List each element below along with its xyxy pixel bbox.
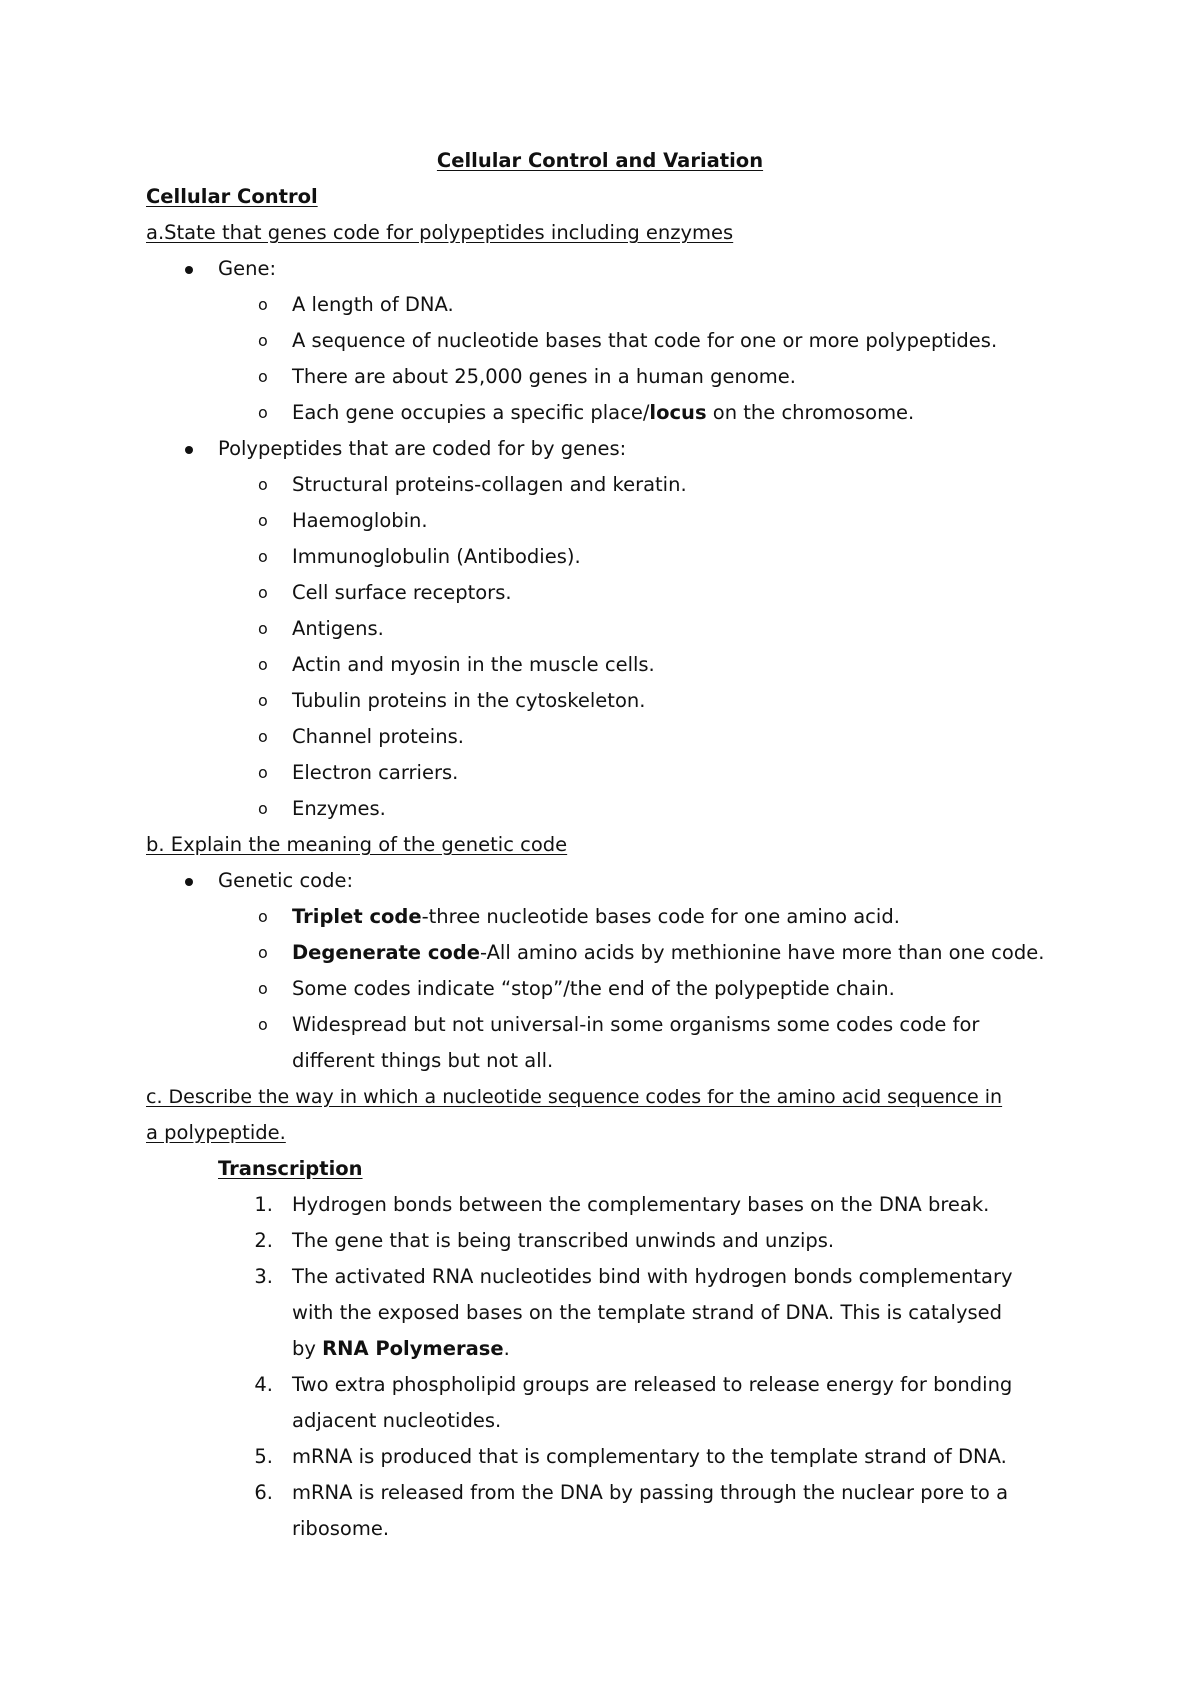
heading-b: b. Explain the meaning of the genetic code <box>146 833 568 856</box>
step-text: mRNA is released from the DNA by passing through the nuclear pore to a <box>292 1481 1009 1504</box>
poly-item: Haemoglobin. <box>292 509 428 532</box>
poly-item: Antigens. <box>292 617 384 640</box>
circle-bullet-icon: o <box>258 691 268 710</box>
document-title: Cellular Control and Variation <box>436 149 764 172</box>
genetic-code-item-cont: different things but not all. <box>292 1049 554 1072</box>
step-text: The gene that is being transcribed unwinds and unzips. <box>292 1229 835 1252</box>
gene-item: A length of DNA. <box>292 293 454 316</box>
circle-bullet-icon: o <box>258 1015 268 1034</box>
gene-item-text: Each gene occupies a specific place/ <box>292 401 650 424</box>
circle-bullet-icon: o <box>258 331 268 350</box>
polypeptides-label: Polypeptides that are coded for by genes: <box>218 437 627 460</box>
circle-bullet-icon: o <box>258 979 268 998</box>
genetic-code-text: -All amino acids by methionine have more than one code. <box>479 941 1045 964</box>
circle-bullet-icon: o <box>258 943 268 962</box>
gene-item <box>292 400 914 426</box>
step-number: 3. <box>254 1265 273 1288</box>
step-text-fragment: by <box>292 1337 323 1360</box>
genetic-code-term: Triplet code <box>292 905 422 928</box>
genetic-code-term: Degenerate code <box>292 941 480 964</box>
poly-item: Immunoglobulin (Antibodies). <box>292 545 581 568</box>
circle-bullet-icon: o <box>258 367 268 386</box>
heading-c-cont: a polypeptide. <box>146 1121 286 1144</box>
gene-item: There are about 25,000 genes in a human genome. <box>292 365 796 388</box>
bullet-icon <box>185 446 193 454</box>
step-text-cont: ribosome. <box>292 1517 390 1540</box>
poly-item: Electron carriers. <box>292 761 459 784</box>
step-number: 5. <box>254 1445 273 1468</box>
genetic-code-label: Genetic code: <box>218 869 354 892</box>
step-number: 4. <box>254 1373 273 1396</box>
poly-item: Actin and myosin in the muscle cells. <box>292 653 655 676</box>
heading-a: a.State that genes code for polypeptides including enzymes <box>146 221 734 244</box>
circle-bullet-icon: o <box>258 295 268 314</box>
genetic-code-item: Some codes indicate “stop”/the end of the polypeptide chain. <box>292 977 895 1000</box>
gene-item: A sequence of nucleotide bases that code for one or more polypeptides. <box>292 329 998 352</box>
circle-bullet-icon: o <box>258 655 268 674</box>
poly-item: Cell surface receptors. <box>292 581 512 604</box>
circle-bullet-icon: o <box>258 799 268 818</box>
step-text-cont <box>292 1336 510 1362</box>
genetic-code-item <box>292 940 1044 966</box>
gene-item-bold: locus <box>649 401 707 424</box>
circle-bullet-icon: o <box>258 619 268 638</box>
step-text-cont: adjacent nucleotides. <box>292 1409 502 1432</box>
poly-item: Channel proteins. <box>292 725 464 748</box>
circle-bullet-icon: o <box>258 547 268 566</box>
step-text-cont: with the exposed bases on the template strand of DNA. This is catalysed <box>292 1301 1003 1324</box>
step-text-fragment: . <box>503 1337 510 1360</box>
genetic-code-item <box>292 904 900 930</box>
genetic-code-item: Widespread but not universal-in some organisms some codes code for <box>292 1013 980 1036</box>
bullet-icon <box>185 266 193 274</box>
step-text-bold: RNA Polymerase <box>322 1337 504 1360</box>
transcription-subheading: Transcription <box>218 1157 363 1180</box>
step-text: The activated RNA nucleotides bind with hydrogen bonds complementary <box>292 1265 1013 1288</box>
gene-item-text: on the chromosome. <box>706 401 915 424</box>
circle-bullet-icon: o <box>258 907 268 926</box>
step-text: mRNA is produced that is complementary to the template strand of DNA. <box>292 1445 1007 1468</box>
bullet-icon <box>185 878 193 886</box>
heading-c: c. Describe the way in which a nucleotide sequence codes for the amino acid sequence in <box>146 1086 1003 1108</box>
gene-label: Gene: <box>218 257 277 280</box>
circle-bullet-icon: o <box>258 727 268 746</box>
step-number: 1. <box>254 1193 273 1216</box>
step-number: 6. <box>254 1481 273 1504</box>
circle-bullet-icon: o <box>258 763 268 782</box>
step-text: Two extra phospholipid groups are released to release energy for bonding <box>292 1373 1013 1396</box>
circle-bullet-icon: o <box>258 403 268 422</box>
section-heading: Cellular Control <box>146 185 318 208</box>
poly-item: Structural proteins-collagen and keratin. <box>292 473 687 496</box>
step-number: 2. <box>254 1229 273 1252</box>
genetic-code-text: -three nucleotide bases code for one amino acid. <box>421 905 900 928</box>
circle-bullet-icon: o <box>258 475 268 494</box>
circle-bullet-icon: o <box>258 511 268 530</box>
circle-bullet-icon: o <box>258 583 268 602</box>
poly-item: Tubulin proteins in the cytoskeleton. <box>292 689 646 712</box>
step-text: Hydrogen bonds between the complementary bases on the DNA break. <box>292 1193 990 1216</box>
poly-item: Enzymes. <box>292 797 386 820</box>
